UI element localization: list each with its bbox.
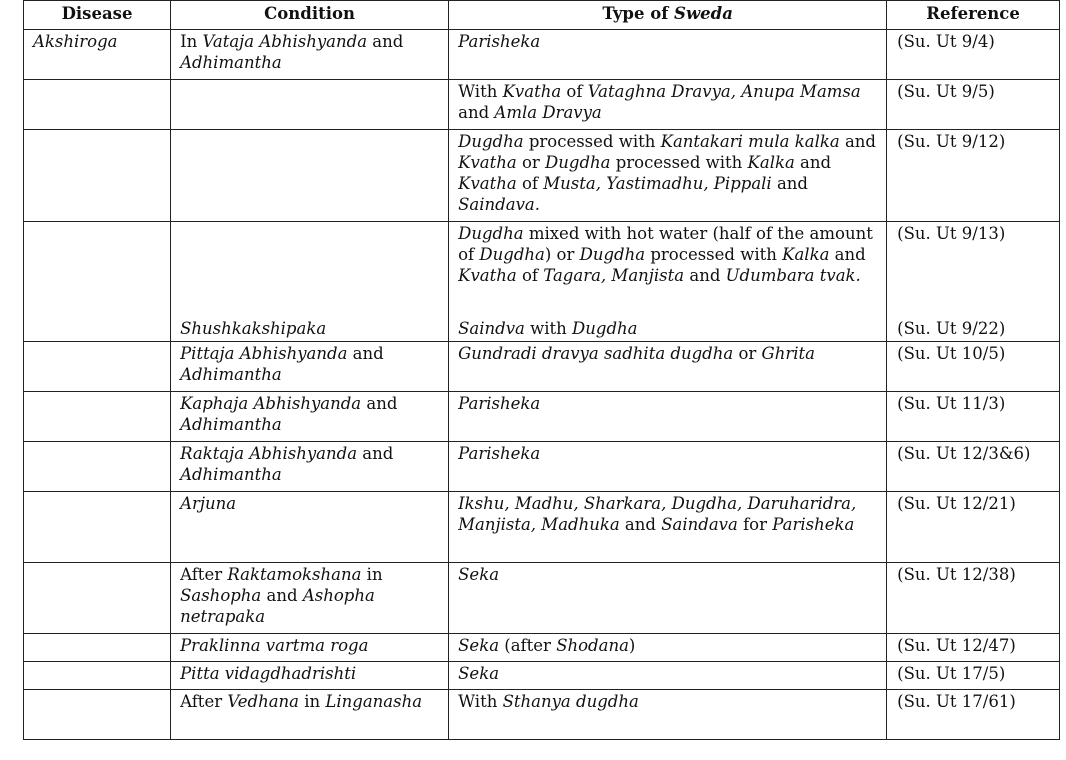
condition-cell bbox=[171, 222, 449, 342]
reference-text: (Su. Ut 12/47) bbox=[897, 636, 1016, 655]
text-run: Parisheka bbox=[458, 444, 541, 463]
condition-cell bbox=[171, 690, 449, 740]
condition-cell bbox=[171, 392, 449, 442]
text-run: of bbox=[561, 82, 588, 101]
text-run: Ikshu, Madhu, Sharkara, Dugdha, Daruharidra, Manjista, Madhuka bbox=[458, 494, 857, 534]
disease-cell bbox=[24, 442, 171, 492]
text-run: Kalka bbox=[782, 245, 830, 264]
text-run: Shodana bbox=[556, 636, 629, 655]
text-run: Saindva bbox=[458, 319, 525, 338]
header-row bbox=[24, 1, 1060, 30]
text-run: Adhimantha bbox=[180, 465, 282, 484]
text-run: With bbox=[458, 82, 503, 101]
header-type-italic: Sweda bbox=[674, 4, 733, 23]
text-run: After bbox=[180, 565, 228, 584]
reference-text: (Su. Ut 10/5) bbox=[897, 344, 1006, 363]
table-row bbox=[24, 442, 1060, 492]
text-run: processed with bbox=[610, 153, 748, 172]
condition-cell bbox=[171, 634, 449, 662]
text-run: Gundradi dravya sadhita dugdha bbox=[458, 344, 734, 363]
text-run: in bbox=[299, 692, 326, 711]
text-run: Dugdha bbox=[579, 245, 646, 264]
text-run: Ashopha netrapaka bbox=[180, 586, 375, 626]
disease-cell bbox=[24, 492, 171, 563]
text-run: Seka bbox=[458, 664, 500, 683]
text-run: mixed with hot water (half of the amount of bbox=[458, 224, 873, 264]
text-run: After bbox=[180, 692, 228, 711]
header-type-of-sweda bbox=[449, 1, 887, 30]
text-run: Linganasha bbox=[325, 692, 423, 711]
text-run: Sthanya dugdha bbox=[502, 692, 639, 711]
text-run: Parisheka bbox=[458, 32, 541, 51]
reference-cell bbox=[887, 690, 1060, 740]
disease-cell bbox=[24, 222, 171, 342]
reference-text: (Su. Ut 9/13) bbox=[897, 224, 1006, 243]
table-row bbox=[24, 492, 1060, 563]
reference-cell bbox=[887, 662, 1060, 690]
sub-type-text bbox=[458, 318, 637, 339]
reference-text: (Su. Ut 12/38) bbox=[897, 565, 1016, 584]
text-run: Praklinna vartma roga bbox=[180, 636, 369, 655]
text-run: Udumbara tvak. bbox=[725, 266, 861, 285]
table-row bbox=[24, 80, 1060, 130]
text-run: Adhimantha bbox=[180, 415, 282, 434]
text-run: With bbox=[458, 692, 503, 711]
text-run: Vedhana bbox=[227, 692, 299, 711]
reference-cell bbox=[887, 222, 1060, 342]
condition-cell bbox=[171, 342, 449, 392]
header-reference: Reference bbox=[887, 1, 1060, 30]
sweda-type-cell bbox=[449, 342, 887, 392]
text-run: Raktamokshana bbox=[227, 565, 362, 584]
sub-condition-text: Shushkakshipaka bbox=[180, 319, 327, 338]
text-run: Kaphaja Abhishyanda bbox=[180, 394, 362, 413]
text-run: or bbox=[733, 344, 762, 363]
sweda-type-cell bbox=[449, 222, 887, 342]
text-run: Pitta vidagdhadrishti bbox=[180, 664, 357, 683]
header-disease: Disease bbox=[24, 1, 171, 30]
disease-cell bbox=[24, 130, 171, 222]
text-run: processed with bbox=[645, 245, 783, 264]
text-run: and bbox=[347, 344, 384, 363]
text-run: Kantakari mula kalka bbox=[660, 132, 840, 151]
reference-cell bbox=[887, 563, 1060, 634]
disease-cell bbox=[24, 690, 171, 740]
text-run: Amla Dravya bbox=[494, 103, 602, 122]
text-run: or bbox=[516, 153, 546, 172]
text-run: Kvatha bbox=[458, 153, 517, 172]
disease-cell bbox=[24, 80, 171, 130]
sweda-type-cell bbox=[449, 662, 887, 690]
table-row bbox=[24, 30, 1060, 80]
text-run: Ghrita bbox=[761, 344, 815, 363]
text-run: Pittaja Abhishyanda bbox=[180, 344, 348, 363]
reference-cell bbox=[887, 30, 1060, 80]
disease-cell bbox=[24, 392, 171, 442]
sweda-type-cell bbox=[449, 130, 887, 222]
text-run: Sashopha bbox=[180, 586, 262, 605]
reference-cell bbox=[887, 634, 1060, 662]
text-run: and bbox=[684, 266, 726, 285]
table-row bbox=[24, 662, 1060, 690]
condition-cell bbox=[171, 30, 449, 80]
text-run: Vataja Abhishyanda bbox=[202, 32, 368, 51]
sweda-type-cell bbox=[449, 392, 887, 442]
text-run: and bbox=[357, 444, 394, 463]
reference-text: (Su. Ut 17/61) bbox=[897, 692, 1016, 711]
sweda-type-cell bbox=[449, 634, 887, 662]
reference-text: (Su. Ut 12/3&6) bbox=[897, 444, 1031, 463]
reference-text: (Su. Ut 9/5) bbox=[897, 82, 995, 101]
table-row bbox=[24, 130, 1060, 222]
disease-cell bbox=[24, 662, 171, 690]
text-run: and bbox=[771, 174, 808, 193]
text-run: with bbox=[524, 319, 573, 338]
text-run: and bbox=[794, 153, 832, 172]
text-run: Kalka bbox=[747, 153, 795, 172]
text-run: Parisheka bbox=[458, 394, 541, 413]
reference-text: (Su. Ut 9/12) bbox=[897, 132, 1006, 151]
text-run: Seka bbox=[458, 636, 500, 655]
text-run: Raktaja Abhishyanda bbox=[180, 444, 358, 463]
text-run: Dugdha bbox=[545, 153, 611, 172]
text-run: (after bbox=[499, 636, 557, 655]
text-run: Kvatha bbox=[502, 82, 562, 101]
text-run: Seka bbox=[458, 565, 500, 584]
condition-cell bbox=[171, 662, 449, 690]
condition-cell bbox=[171, 442, 449, 492]
disease-cell bbox=[24, 634, 171, 662]
header-condition: Condition bbox=[171, 1, 449, 30]
text-run: Kvatha bbox=[458, 174, 517, 193]
text-run: Saindava. bbox=[458, 195, 540, 214]
sweda-type-cell bbox=[449, 563, 887, 634]
text-run: in bbox=[361, 565, 383, 584]
text-run: and bbox=[367, 32, 404, 51]
header-type-prefix: Type of bbox=[602, 4, 675, 23]
condition-cell bbox=[171, 492, 449, 563]
sweda-type-cell bbox=[449, 80, 887, 130]
reference-text: (Su. Ut 9/4) bbox=[897, 32, 995, 51]
sweda-table bbox=[23, 0, 1060, 740]
sweda-type-cell bbox=[449, 492, 887, 563]
text-run: and bbox=[361, 394, 398, 413]
text-run: Dugdha bbox=[458, 224, 524, 243]
text-run: Dugdha bbox=[458, 132, 524, 151]
text-run: of bbox=[516, 174, 544, 193]
text-run: Adhimantha bbox=[180, 365, 282, 384]
table-row bbox=[24, 392, 1060, 442]
text-run: ) bbox=[628, 636, 636, 655]
table-row bbox=[24, 634, 1060, 662]
text-run: Saindava bbox=[661, 515, 738, 534]
condition-cell bbox=[171, 80, 449, 130]
text-run: Arjuna bbox=[180, 494, 237, 513]
text-run: and bbox=[458, 103, 495, 122]
sweda-type-cell bbox=[449, 442, 887, 492]
table-row bbox=[24, 342, 1060, 392]
text-run: Dugdha bbox=[479, 245, 545, 264]
text-run: processed with bbox=[523, 132, 661, 151]
reference-cell bbox=[887, 492, 1060, 563]
disease-cell bbox=[24, 342, 171, 392]
condition-cell bbox=[171, 563, 449, 634]
reference-cell bbox=[887, 342, 1060, 392]
text-run: Vataghna Dravya, Anupa Mamsa bbox=[587, 82, 861, 101]
disease-cell: Akshiroga bbox=[24, 30, 171, 80]
text-run: and bbox=[839, 132, 876, 151]
reference-text: (Su. Ut 11/3) bbox=[897, 394, 1006, 413]
sweda-type-cell bbox=[449, 30, 887, 80]
reference-text: (Su. Ut 17/5) bbox=[897, 664, 1006, 683]
text-run: Dugdha bbox=[572, 319, 638, 338]
text-run: Adhimantha bbox=[180, 53, 282, 72]
sweda-type-cell bbox=[449, 690, 887, 740]
text-run: Kvatha bbox=[458, 266, 517, 285]
table-row bbox=[24, 690, 1060, 740]
text-run: Tagara, Manjista bbox=[543, 266, 685, 285]
text-run: of bbox=[516, 266, 544, 285]
text-run: ) or bbox=[544, 245, 580, 264]
text-run: In bbox=[180, 32, 203, 51]
reference-cell bbox=[887, 130, 1060, 222]
reference-cell bbox=[887, 442, 1060, 492]
text-run: Musta, Yastimadhu, Pippali bbox=[543, 174, 772, 193]
table-row bbox=[24, 563, 1060, 634]
disease-cell bbox=[24, 563, 171, 634]
text-run: Parisheka bbox=[772, 515, 855, 534]
text-run: and bbox=[829, 245, 866, 264]
condition-cell bbox=[171, 130, 449, 222]
sub-reference-text: (Su. Ut 9/22) bbox=[897, 319, 1006, 338]
text-run: and bbox=[261, 586, 303, 605]
text-run: for bbox=[737, 515, 773, 534]
text-run: and bbox=[619, 515, 662, 534]
reference-cell bbox=[887, 392, 1060, 442]
reference-cell bbox=[887, 80, 1060, 130]
table-row bbox=[24, 222, 1060, 342]
reference-text: (Su. Ut 12/21) bbox=[897, 494, 1016, 513]
